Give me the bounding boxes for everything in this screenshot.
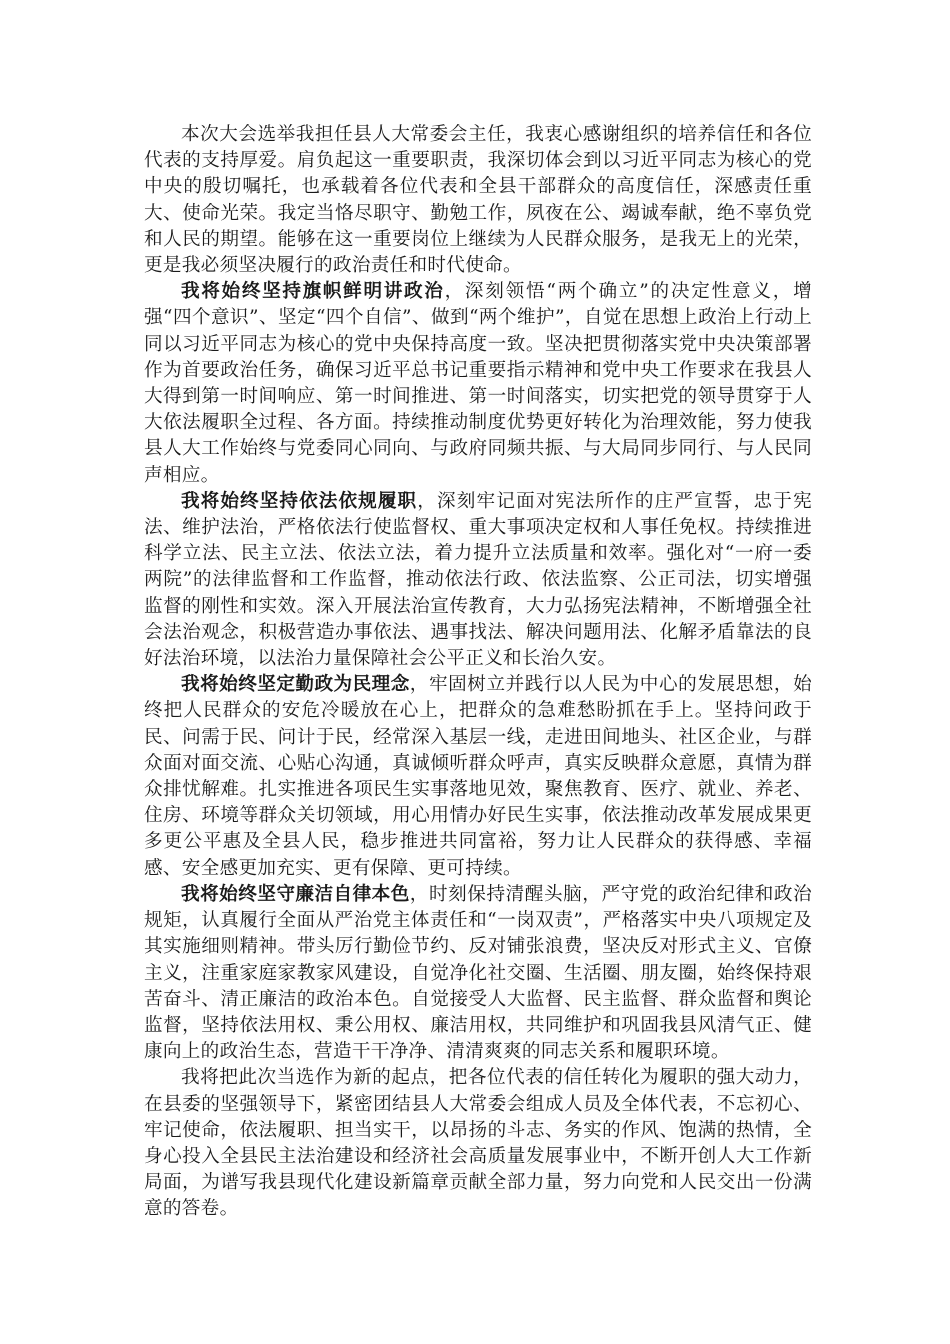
document-body <box>144 122 812 1223</box>
paragraph-body: ，牢固树立并践行以人民为中心的发展思想，始终把人民群众的安危冷暖放在心上，把群众的急难愁盼抓在手上。坚持问政于民、问需于民、问计于民，经常深入基层一线，走进田间地头、社区企业，与群众面对面交流、心贴心沟通，真诚倾听群众呼声，真实反映群众意愿，真情为群众排忧解难。扎实推进各项民生实事落地见效，聚焦教育、医疗、就业、养老、住房、环境等群众关切领域，用心用情办好民生实事，依法推动改革发展成果更多更公平惠及全县人民，稳步推进共同富裕，努力让人民群众的获得感、幸福感、安全感更加充实、更有保障、更可持续。 <box>144 674 812 879</box>
paragraph-body: ，深刻领悟“两个确立”的决定性意义，增强“四个意识”、坚定“四个自信”、做到“两个维护”，自觉在思想上政治上行动上同以习近平同志为核心的党中央保持高度一致。坚决把贯彻落实党中央决策部署作为首要政治任务，确保习近平总书记重要指示精神和党中央工作要求在我县人大得到第一时间响应、第一时间推进、第一时间落实，切实把党的领导贯穿于人大依法履职全过程、各方面。持续推动制度优势更好转化为治理效能，努力使我县人大工作始终与党委同心同向、与政府同频共振、与大局同步同行、与人民同声相应。 <box>144 281 812 486</box>
paragraph-body: ，深刻牢记面对宪法所作的庄严宣誓，忠于宪法、维护法治，严格依法行使监督权、重大事项决定权和人事任免权。持续推进科学立法、民主立法、依法立法，着力提升立法质量和效率。强化对“一府一委两院”的法律监督和工作监督，推动依法行政、依法监察、公正司法，切实增强监督的刚性和实效。深入开展法治宣传教育，大力弘扬宪法精神，不断增强全社会法治观念，积极营造办事依法、遇事找法、解决问题用法、化解矛盾靠法的良好法治环境，以法治力量保障社会公平正义和长治久安。 <box>144 490 812 670</box>
paragraph-intro <box>144 122 812 279</box>
paragraph-body: 本次大会选举我担任县人大常委会主任，我衷心感谢组织的培养信任和各位代表的支持厚爱。肩负起这一重要职责，我深切体会到以习近平同志为核心的党中央的殷切嘱托，也承载着各位代表和全县干部群众的高度信任，深感责任重大、使命光荣。我定当恪尽职守、勤勉工作，夙夜在公、竭诚奉献，绝不辜负党和人民的期望。能够在这一重要岗位上继续为人民群众服务，是我无上的光荣，更是我必须坚决履行的政治责任和时代使命。 <box>144 124 812 277</box>
paragraph-politics <box>144 279 812 489</box>
paragraph-lead: 我将始终坚定勤政为民理念 <box>181 674 410 696</box>
paragraph-body: ，时刻保持清醒头脑，严守党的政治纪律和政治规矩，认真履行全面从严治党主体责任和“一岗双责”，严格落实中央八项规定及其实施细则精神。带头厉行勤俭节约、反对铺张浪费，坚决反对形式主义、官僚主义，注重家庭家教家风建设，自觉净化社交圈、生活圈、朋友圈，始终保持艰苦奋斗、清正廉洁的政治本色。自觉接受人大监督、民主监督、群众监督和舆论监督，坚持依法用权、秉公用权、廉洁用权，共同维护和巩固我县风清气正、健康向上的政治生态，营造干干净净、清清爽爽的同志关系和履职环境。 <box>144 883 812 1063</box>
paragraph-rule-of-law <box>144 489 812 672</box>
paragraph-lead: 我将始终坚守廉洁自律本色 <box>181 883 410 905</box>
paragraph-lead: 我将始终坚持旗帜鲜明讲政治 <box>181 281 445 303</box>
paragraph-conclusion <box>144 1065 812 1222</box>
paragraph-lead: 我将始终坚持依法依规履职 <box>181 490 418 512</box>
paragraph-people <box>144 672 812 882</box>
paragraph-body: 我将把此次当选作为新的起点，把各位代表的信任转化为履职的强大动力，在县委的坚强领导下，紧密团结县人大常委会组成人员及全体代表，不忘初心、牢记使命，依法履职、担当实干，以昂扬的斗志、务实的作风、饱满的热情，全身心投入全县民主法治建设和经济社会高质量发展事业中，不断开创人大工作新局面，为谱写我县现代化建设新篇章贡献全部力量，努力向党和人民交出一份满意的答卷。 <box>144 1067 812 1220</box>
paragraph-integrity <box>144 882 812 1065</box>
